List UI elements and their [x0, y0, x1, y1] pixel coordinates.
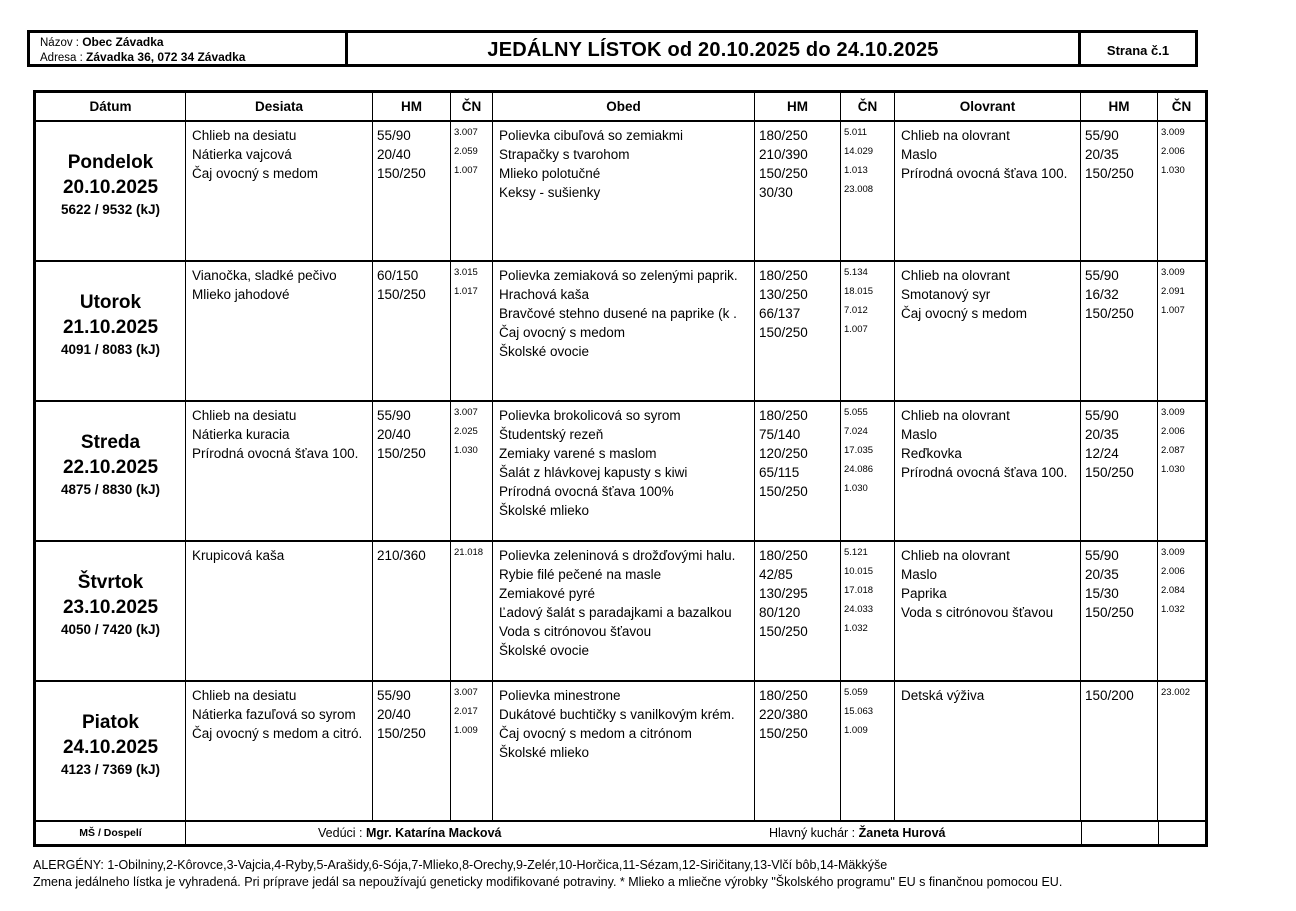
hm-value: 20/40: [377, 427, 411, 442]
hm-value: 12/24: [1085, 446, 1119, 461]
cn-value: 3.009: [1161, 547, 1185, 558]
meal-item: Zemiaky varené s maslom: [499, 446, 657, 461]
desiata-cn-values: [450, 262, 492, 400]
hm-value: 210/390: [759, 147, 808, 162]
hm-value: 20/35: [1085, 147, 1119, 162]
meal-item: Študentský rezeň: [499, 427, 604, 442]
meal-item: Voda s citrónovou šťavou: [901, 605, 1054, 620]
cn-value: 5.121: [844, 547, 868, 558]
cn-value: 1.013: [844, 165, 868, 176]
cn-value: 3.009: [1161, 267, 1185, 278]
meal-item: Bravčové stehno dusené na paprike (k .: [499, 306, 737, 321]
desiata-items: [185, 122, 372, 260]
veduci-label: Vedúci :: [318, 826, 363, 840]
meal-item: Nátierka fazuľová so syrom: [192, 707, 356, 722]
meal-item: Čaj ovocný s medom: [192, 166, 319, 181]
meal-item: Čaj ovocný s medom a citrónom: [499, 726, 692, 741]
meal-item: Maslo: [901, 567, 938, 582]
hm-value: 150/250: [759, 166, 808, 181]
hm-value: 180/250: [759, 548, 808, 563]
olovrant-items: [894, 402, 1080, 540]
olovrant-items: [894, 542, 1080, 680]
day-energy: 4091 / 8083 (kJ): [60, 341, 161, 357]
footer-group-label: MŠ / Dospelí: [79, 827, 142, 839]
meal-item: Chlieb na olovrant: [901, 408, 1010, 423]
org-address-value: Závadka 36, 072 34 Závadka: [86, 50, 246, 64]
hm-value: 16/32: [1085, 287, 1119, 302]
obed-hm-values: [754, 122, 840, 260]
day-cell: [36, 682, 185, 820]
hm-value: 66/137: [759, 306, 801, 321]
cn-value: 1.032: [844, 623, 868, 634]
cn-value: 1.032: [1161, 604, 1185, 615]
olovrant-cn-values: [1157, 262, 1205, 400]
table-footer-row: [36, 820, 1205, 844]
meal-item: Nátierka kuracia: [192, 427, 290, 442]
hm-value: 180/250: [759, 408, 808, 423]
hm-value: 180/250: [759, 688, 808, 703]
hm-value: 55/90: [1085, 268, 1119, 283]
col-header-hm-3: HM: [1080, 93, 1157, 120]
hm-value: 150/250: [377, 446, 426, 461]
hm-value: 30/30: [759, 185, 793, 200]
meal-item: Strapačky s tvarohom: [499, 147, 630, 162]
hm-value: 150/250: [1085, 605, 1134, 620]
meal-item: Voda s citrónovou šťavou: [499, 624, 652, 639]
cn-value: 5.055: [844, 407, 868, 418]
cn-value: 1.009: [454, 725, 478, 736]
cn-value: [841, 342, 894, 361]
cn-value: 1.030: [844, 483, 868, 494]
obed-hm-values: [754, 542, 840, 680]
obed-cn-values: [840, 542, 894, 680]
hm-value: 150/250: [1085, 306, 1134, 321]
meal-item: Mlieko jahodové: [192, 287, 290, 302]
meal-item: Prírodná ovocná šťava 100.: [901, 465, 1068, 480]
day-energy: 4123 / 7369 (kJ): [60, 761, 161, 777]
organization-info: [30, 33, 348, 67]
obed-items: [492, 402, 754, 540]
hm-value: 55/90: [377, 408, 411, 423]
meal-item: Paprika: [901, 586, 947, 601]
day-energy: 4875 / 8830 (kJ): [60, 481, 161, 497]
hm-value: 20/35: [1085, 427, 1119, 442]
day-date: 21.10.2025: [62, 316, 159, 338]
cn-value: 15.063: [844, 706, 874, 717]
cn-value: 21.018: [454, 547, 484, 558]
meal-item: Chlieb na olovrant: [901, 548, 1010, 563]
page-title: JEDÁLNY LÍSTOK od 20.10.2025 do 24.10.2025: [487, 38, 939, 61]
footer-cn-empty: [1158, 822, 1205, 844]
meal-item: Keksy - sušienky: [499, 185, 601, 200]
olovrant-cn-values: [1157, 542, 1205, 680]
hm-value: 150/250: [377, 166, 426, 181]
hm-value: 150/250: [759, 726, 808, 741]
cn-value: 2.087: [1161, 445, 1185, 456]
desiata-hm-values: [372, 542, 450, 680]
obed-hm-values: [754, 402, 840, 540]
menu-table: [33, 90, 1208, 847]
hm-value: 75/140: [759, 427, 801, 442]
meal-item: Prírodná ovocná šťava 100%: [499, 484, 674, 499]
desiata-items: [185, 402, 372, 540]
cn-value: 2.084: [1161, 585, 1185, 596]
desiata-cn-values: [450, 402, 492, 540]
cn-value: [841, 743, 894, 762]
meal-item: Šalát z hlávkovej kapusty s kiwi: [499, 465, 688, 480]
hm-value: 210/360: [377, 548, 426, 563]
footer-veduci: [186, 826, 634, 840]
meal-item: Vianočka, sladké pečivo: [192, 268, 337, 283]
meal-item: Ľadový šalát s paradajkami a bazalkou: [499, 605, 732, 620]
obed-cn-values: [840, 122, 894, 260]
hm-value: 55/90: [1085, 128, 1119, 143]
meal-item: Krupicová kaša: [192, 548, 285, 563]
day-energy: 4050 / 7420 (kJ): [60, 621, 161, 637]
hm-value: [755, 342, 840, 361]
day-date: 24.10.2025: [62, 736, 159, 758]
desiata-cn-values: [450, 122, 492, 260]
notes-block: [33, 857, 1296, 891]
col-header-desiata: Desiata: [185, 93, 372, 120]
meal-item: Mlieko polotučné: [499, 166, 601, 181]
day-name: Streda: [80, 431, 141, 453]
meal-item: Detská výživa: [901, 688, 985, 703]
obed-cn-values: [840, 402, 894, 540]
desiata-hm-values: [372, 262, 450, 400]
cn-value: 2.025: [454, 426, 478, 437]
day-row: [36, 120, 1205, 260]
meal-item: Prírodná ovocná šťava 100.: [192, 446, 359, 461]
day-row: [36, 260, 1205, 400]
cn-value: 18.015: [844, 286, 874, 297]
cn-value: 1.009: [844, 725, 868, 736]
cn-value: 23.002: [1161, 687, 1191, 698]
disclaimer-note: Zmena jedálneho lístka je vyhradená. Pri príprave jedál sa nepoužívajú geneticky modifikované potraviny. * Mlieko a mliečne výrobky "Školského programu" EU s finančnou pomocou EU.: [33, 875, 1063, 889]
desiata-items: [185, 262, 372, 400]
col-header-obed: Obed: [492, 93, 754, 120]
hm-value: 65/115: [759, 465, 800, 480]
desiata-hm-values: [372, 682, 450, 820]
olovrant-hm-values: [1080, 542, 1157, 680]
col-header-hm-2: HM: [754, 93, 840, 120]
meal-item: Chlieb na olovrant: [901, 268, 1010, 283]
col-header-hm-1: HM: [372, 93, 450, 120]
cn-value: 24.033: [844, 604, 874, 615]
obed-hm-values: [754, 262, 840, 400]
desiata-hm-values: [372, 122, 450, 260]
cn-value: 10.015: [844, 566, 874, 577]
day-name: Pondelok: [67, 151, 154, 173]
col-header-olovrant: Olovrant: [894, 93, 1080, 120]
desiata-cn-values: [450, 682, 492, 820]
meal-item: Školské mlieko: [499, 503, 590, 518]
meal-item: Dukátové buchtičky s vanilkovým krém.: [499, 707, 735, 722]
day-cell: [36, 122, 185, 260]
hm-value: 150/200: [1085, 688, 1134, 703]
cn-value: 17.018: [844, 585, 874, 596]
org-address-line: [40, 50, 339, 65]
obed-items: [492, 122, 754, 260]
olovrant-items: [894, 682, 1080, 820]
cn-value: 17.035: [844, 445, 874, 456]
veduci-name: Mgr. Katarína Macková: [366, 826, 502, 840]
obed-cn-values: [840, 682, 894, 820]
hm-value: 220/380: [759, 707, 808, 722]
olovrant-cn-values: [1157, 122, 1205, 260]
desiata-cn-values: [450, 542, 492, 680]
obed-items: [492, 682, 754, 820]
day-row: [36, 400, 1205, 540]
day-row: [36, 540, 1205, 680]
day-date: 22.10.2025: [62, 456, 159, 478]
day-date: 23.10.2025: [62, 596, 159, 618]
meal-item: Hrachová kaša: [499, 287, 590, 302]
cn-value: 2.059: [454, 146, 478, 157]
meal-item: Školské ovocie: [499, 344, 590, 359]
hm-value: 150/250: [759, 624, 808, 639]
hm-value: [755, 743, 840, 762]
obed-items: [492, 542, 754, 680]
hm-value: 55/90: [1085, 548, 1119, 563]
col-header-cn-2: ČN: [840, 93, 894, 120]
meal-item: Reďkovka: [901, 446, 962, 461]
cn-value: 3.009: [1161, 407, 1185, 418]
hm-value: 130/250: [759, 287, 808, 302]
hm-value: 20/40: [377, 147, 411, 162]
hm-value: 80/120: [759, 605, 801, 620]
olovrant-hm-values: [1080, 402, 1157, 540]
meal-item: Nátierka vajcová: [192, 147, 292, 162]
olovrant-items: [894, 122, 1080, 260]
desiata-items: [185, 542, 372, 680]
col-header-cn-3: ČN: [1157, 93, 1205, 120]
kuchar-name: Žaneta Hurová: [858, 826, 946, 840]
olovrant-hm-values: [1080, 262, 1157, 400]
meal-item: Prírodná ovocná šťava 100.: [901, 166, 1068, 181]
cn-value: 2.091: [1161, 286, 1185, 297]
olovrant-hm-values: [1080, 122, 1157, 260]
meal-item: Polievka zeleninová s drožďovými halu.: [499, 548, 736, 563]
meal-item: Chlieb na desiatu: [192, 688, 297, 703]
cn-value: 1.030: [1161, 165, 1185, 176]
hm-value: [755, 501, 840, 520]
cn-value: 3.007: [454, 127, 478, 138]
hm-value: 150/250: [759, 484, 808, 499]
cn-value: 1.017: [454, 286, 478, 297]
col-header-datum: Dátum: [89, 99, 132, 114]
cn-value: 7.024: [844, 426, 868, 437]
meal-item: Polievka minestrone: [499, 688, 621, 703]
cn-value: 5.011: [844, 127, 868, 138]
hm-value: 55/90: [377, 128, 411, 143]
hm-value: 180/250: [759, 128, 808, 143]
day-cell: [36, 402, 185, 540]
cn-value: 23.008: [844, 184, 874, 195]
meal-item: Školské mlieko: [499, 745, 590, 760]
footer-hm-empty: [1081, 822, 1158, 844]
day-energy: 5622 / 9532 (kJ): [60, 201, 161, 217]
day-name: Utorok: [79, 291, 142, 313]
meal-item: Polievka cibuľová so zemiakmi: [499, 128, 684, 143]
hm-value: 55/90: [1085, 408, 1119, 423]
hm-value: 150/250: [1085, 465, 1134, 480]
cn-value: 3.007: [454, 687, 478, 698]
meal-item: Čaj ovocný s medom: [499, 325, 626, 340]
meal-item: Polievka brokolicová so syrom: [499, 408, 681, 423]
cn-value: 7.012: [844, 305, 868, 316]
cn-value: 5.059: [844, 687, 868, 698]
meal-item: Maslo: [901, 427, 938, 442]
hm-value: 60/150: [377, 268, 419, 283]
meal-item: Zemiakové pyré: [499, 586, 596, 601]
cn-value: 2.006: [1161, 146, 1185, 157]
org-name-line: [40, 35, 339, 50]
obed-hm-values: [754, 682, 840, 820]
meal-item: Smotanový syr: [901, 287, 991, 302]
cn-value: 1.007: [844, 324, 868, 335]
org-name-value: Obec Závadka: [82, 35, 164, 49]
meal-item: Chlieb na olovrant: [901, 128, 1010, 143]
olovrant-hm-values: [1080, 682, 1157, 820]
desiata-hm-values: [372, 402, 450, 540]
hm-value: 20/40: [377, 707, 411, 722]
col-header-cn-1: ČN: [450, 93, 492, 120]
olovrant-items: [894, 262, 1080, 400]
hm-value: 55/90: [377, 688, 411, 703]
cn-value: [841, 641, 894, 660]
cn-value: 5.134: [844, 267, 868, 278]
cn-value: 3.015: [454, 267, 478, 278]
org-name-label: Názov :: [40, 37, 79, 49]
day-row: [36, 680, 1205, 820]
document-header: [27, 30, 1198, 67]
hm-value: 150/250: [1085, 166, 1134, 181]
day-name: Štvrtok: [77, 571, 144, 593]
hm-value: 20/35: [1085, 567, 1119, 582]
hm-value: 120/250: [759, 446, 808, 461]
kuchar-label: Hlavný kuchár :: [769, 826, 856, 840]
day-cell: [36, 262, 185, 400]
cn-value: 1.007: [454, 165, 478, 176]
meal-item: Rybie filé pečené na masle: [499, 567, 662, 582]
meal-item: Školské ovocie: [499, 643, 590, 658]
hm-value: [755, 641, 840, 660]
meal-item: Čaj ovocný s medom a citró.: [192, 726, 363, 741]
hm-value: 15/30: [1085, 586, 1119, 601]
hm-value: 130/295: [759, 586, 808, 601]
cn-value: 24.086: [844, 464, 874, 475]
day-date: 20.10.2025: [62, 176, 159, 198]
cn-value: 1.030: [454, 445, 478, 456]
desiata-items: [185, 682, 372, 820]
olovrant-cn-values: [1157, 402, 1205, 540]
hm-value: 150/250: [759, 325, 808, 340]
meal-item: Čaj ovocný s medom: [901, 306, 1028, 321]
olovrant-cn-values: [1157, 682, 1205, 820]
cn-value: 3.007: [454, 407, 478, 418]
hm-value: 150/250: [377, 287, 426, 302]
obed-cn-values: [840, 262, 894, 400]
day-name: Piatok: [81, 711, 140, 733]
menu-table-body: [36, 120, 1205, 820]
cn-value: 1.030: [1161, 464, 1185, 475]
cn-value: 2.017: [454, 706, 478, 717]
cn-value: 1.007: [1161, 305, 1185, 316]
allergens-note: ALERGÉNY: 1-Obilniny,2-Kôrovce,3-Vajcia,4-Ryby,5-Arašidy,6-Sója,7-Mlieko,8-Orechy,9-Zelér,10-Horčica,11-Sézam,12-Siričitany,13-Vlčí bôb,14-Mäkkýše: [33, 858, 888, 872]
cn-value: [841, 501, 894, 520]
footer-kuchar: [634, 826, 1082, 840]
cn-value: 14.029: [844, 146, 874, 157]
meal-item: Maslo: [901, 147, 938, 162]
hm-value: 150/250: [377, 726, 426, 741]
meal-item: Chlieb na desiatu: [192, 408, 297, 423]
table-header-row: [36, 93, 1205, 120]
org-address-label: Adresa :: [40, 52, 83, 64]
footer-staff: [185, 822, 1081, 844]
obed-items: [492, 262, 754, 400]
day-cell: [36, 542, 185, 680]
hm-value: 180/250: [759, 268, 808, 283]
hm-value: 42/85: [759, 567, 793, 582]
page-number: Strana č.1: [1078, 33, 1195, 67]
meal-item: Polievka zemiaková so zelenými paprik.: [499, 268, 738, 283]
cn-value: 3.009: [1161, 127, 1185, 138]
cn-value: 2.006: [1161, 426, 1185, 437]
cn-value: 2.006: [1161, 566, 1185, 577]
meal-item: Chlieb na desiatu: [192, 128, 297, 143]
